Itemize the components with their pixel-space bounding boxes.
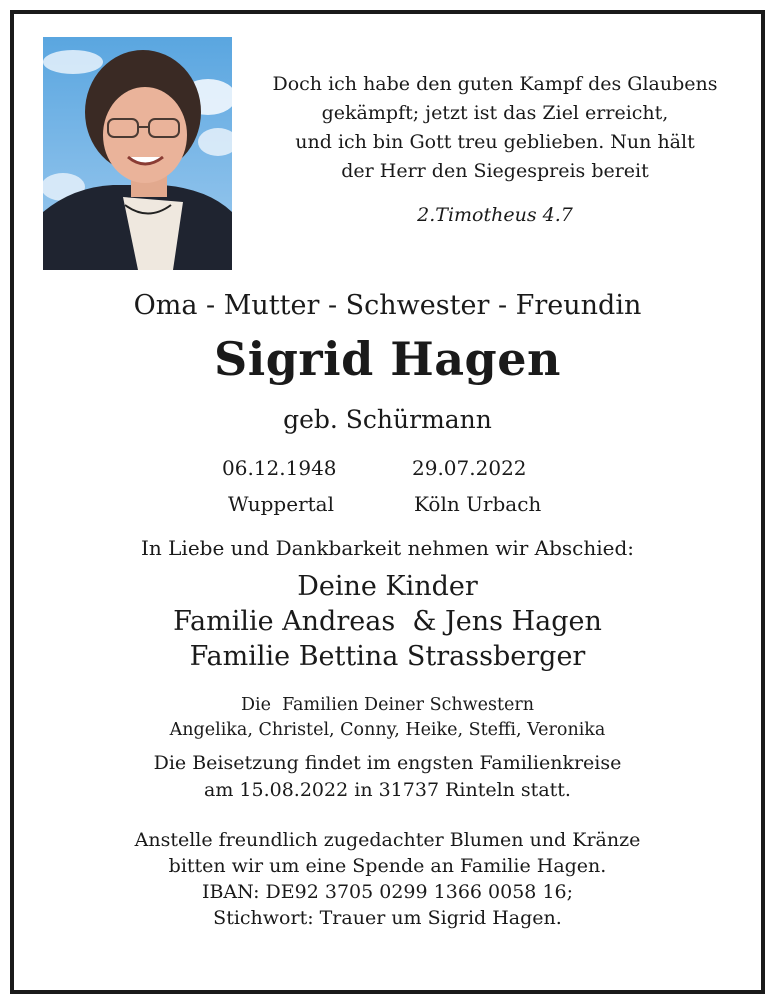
donation-notice [14, 827, 761, 931]
funeral-line: Die Beisetzung findet im engsten Familienkreise [153, 752, 622, 774]
donation-keyword: Stichwort: Trauer um Sigrid Hagen. [213, 907, 562, 929]
birth-date: 06.12.1948 [222, 456, 337, 480]
deceased-name: Sigrid Hagen [214, 332, 561, 386]
donation-line: bitten wir um eine Spende an Familie Hagen. [168, 855, 607, 877]
farewell-text: In Liebe und Dankbarkeit nehmen wir Abschied: [141, 536, 634, 560]
family-line: Familie Bettina Strassberger [189, 641, 586, 672]
donation-iban: IBAN: DE92 3705 0299 1366 0058 16; [201, 881, 574, 903]
siblings-line: Die Familien Deiner Schwestern [240, 695, 534, 715]
funeral-line: am 15.08.2022 in 31737 Rinteln statt. [204, 779, 571, 801]
bible-verse [245, 70, 745, 186]
siblings-line: Angelika, Christel, Conny, Heike, Steffi, Veronika [169, 720, 606, 740]
family-line: Deine Kinder [297, 571, 478, 602]
birth-place: Wuppertal [228, 492, 334, 516]
verse-line: der Herr den Siegespreis bereit [341, 160, 649, 182]
maiden-name: geb. Schürmann [283, 405, 492, 434]
verse-line: gekämpft; jetzt ist das Ziel erreicht, [321, 102, 669, 124]
family-roles: Oma - Mutter - Schwester - Freundin [133, 290, 642, 321]
siblings-block [14, 693, 761, 743]
death-place: Köln Urbach [414, 492, 542, 516]
donation-line: Anstelle freundlich zugedachter Blumen und Kränze [134, 829, 641, 851]
family-line: Familie Andreas & Jens Hagen [173, 606, 602, 637]
portrait-photo [43, 37, 232, 270]
mourning-family [14, 569, 761, 674]
verse-reference: 2.Timotheus 4.7 [417, 204, 573, 226]
verse-line: Doch ich habe den guten Kampf des Glaubens [272, 73, 718, 95]
verse-line: und ich bin Gott treu geblieben. Nun hält [295, 131, 695, 153]
funeral-notice [14, 750, 761, 804]
death-date: 29.07.2022 [412, 456, 527, 480]
